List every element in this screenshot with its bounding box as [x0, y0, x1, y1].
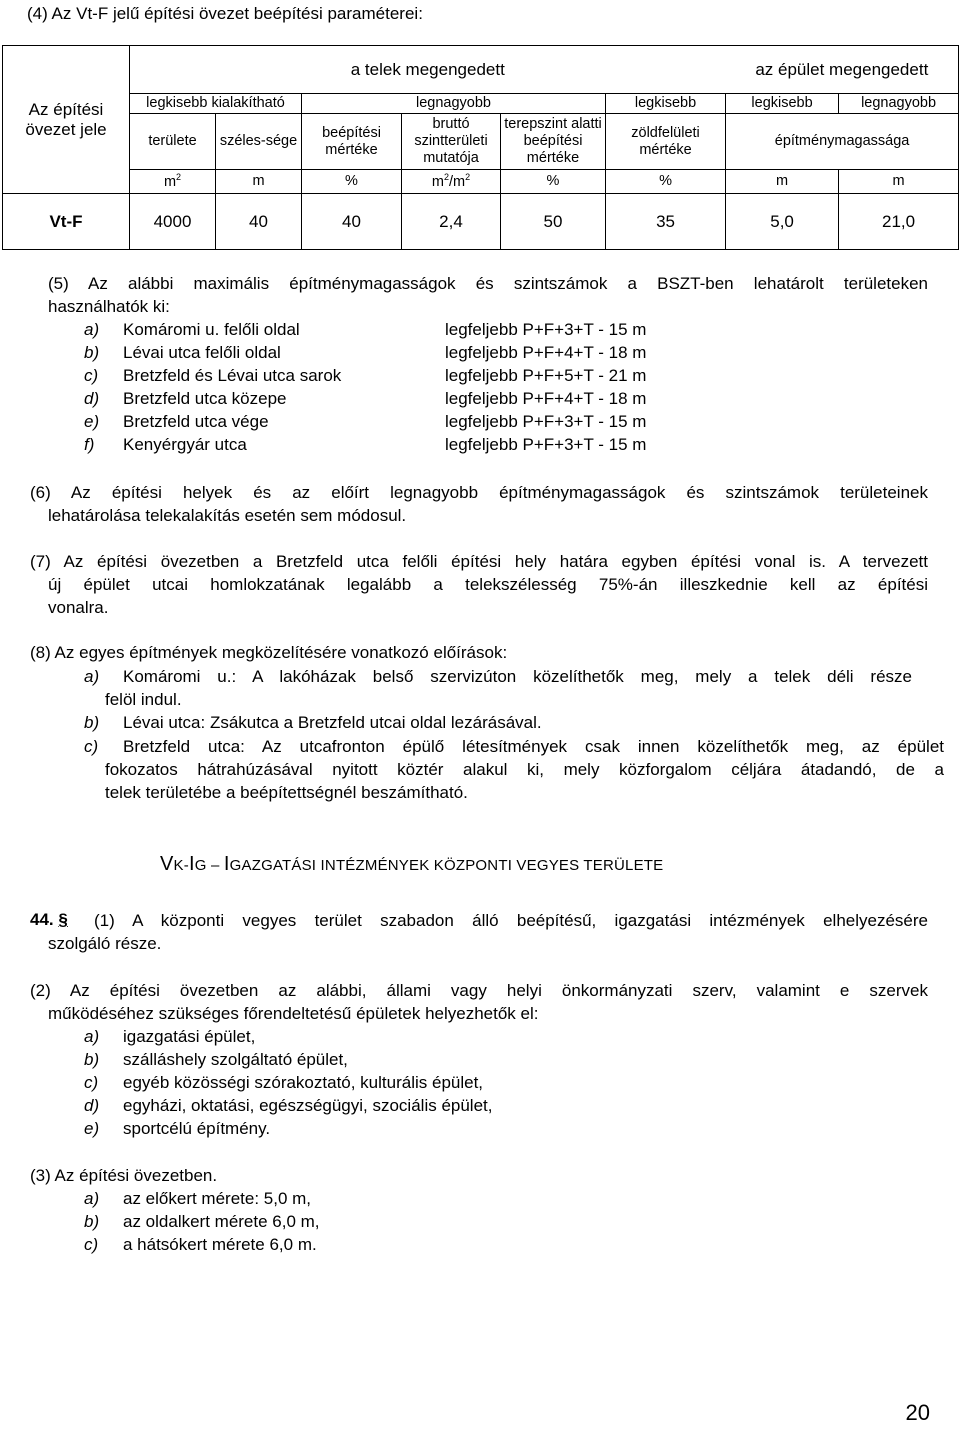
- zone-code-cell: Vt-F: [3, 194, 130, 250]
- p8-c-label: c): [84, 737, 99, 756]
- p8-a-line1: Komáromi u.: A lakóházak belső szervizúton közelíthetők meg, mely a telek déli része: [123, 667, 912, 686]
- value-width: 40: [216, 194, 302, 250]
- item-label: d): [84, 389, 100, 408]
- item-text: egyéb közösségi szórakoztató, kulturális épület,: [123, 1073, 484, 1092]
- col-building-height: építménymagassága: [726, 114, 959, 170]
- value-coverage: 40: [302, 194, 402, 250]
- unit-area: $m^2$: [130, 170, 216, 194]
- item-rule: legfeljebb P+F+3+T - 15 m: [445, 320, 647, 339]
- item-rule: legfeljebb P+F+3+T - 15 m: [445, 435, 647, 454]
- item-label: a): [84, 1189, 100, 1208]
- item-label: f): [84, 435, 95, 454]
- col-width: széles-sége: [216, 114, 302, 170]
- item-text: Bretzfeld utca közepe: [123, 389, 287, 408]
- item-text: a hátsókert mérete 6,0 m.: [123, 1235, 317, 1254]
- value-max-height: 21,0: [839, 194, 959, 250]
- section-sign: §: [58, 910, 68, 929]
- page-number: 20: [905, 1400, 930, 1425]
- item-text: Lévai utca felőli oldal: [123, 343, 281, 362]
- subheader-min-height: legkisebb: [726, 94, 839, 114]
- p2-line1: (2) Az építési övezetben az alábbi, állami vagy helyi önkormányzati szerv, valamint e szervek: [30, 981, 928, 1000]
- p2-line2: működéséhez szükséges főrendeltetésű épületek helyezhetők el:: [48, 1004, 539, 1023]
- p3-intro: (3) Az építési övezetben.: [30, 1166, 218, 1185]
- p6-line2: lehatárolása telekalakítás esetén sem módosul.: [48, 506, 407, 525]
- item-label: b): [84, 1050, 100, 1069]
- p8-b-line1: Lévai utca: Zsákutca a Bretzfeld utcai oldal lezárásával.: [123, 713, 542, 732]
- item-text: szálláshely szolgáltató épület,: [123, 1050, 348, 1069]
- unit-underground: %: [501, 170, 606, 194]
- section-title: VK-IG – IGAZGATÁSI INTÉZMÉNYEK KÖZPONTI VEGYES TERÜLETE: [160, 853, 664, 875]
- value-underground: 50: [501, 194, 606, 250]
- item-text: igazgatási épület,: [123, 1027, 256, 1046]
- zone-header-cell: Az építési övezet jele: [3, 46, 130, 194]
- subheader-min: legkisebb: [606, 94, 726, 114]
- section-4-heading: (4) Az Vt-F jelű építési övezet beépítési paraméterei:: [27, 4, 423, 23]
- p8-c-line2: fokozatos hátrahúzásával nyitott köztér alakul ki, mely közforgalom céljára átadandó, de a: [105, 760, 944, 779]
- p8-a-label: a): [84, 667, 100, 686]
- unit-coverage: %: [302, 170, 402, 194]
- item-text: sportcélú építmény.: [123, 1119, 271, 1138]
- p8-a-line2: felöl indul.: [105, 690, 182, 709]
- parameter-table: [2, 45, 959, 250]
- item-text: Komáromi u. felőli oldal: [123, 320, 300, 339]
- item-rule: legfeljebb P+F+4+T - 18 m: [445, 343, 647, 362]
- plot-group-header: a telek megengedett: [130, 46, 726, 94]
- item-text: egyházi, oktatási, egészségügyi, szociális épület,: [123, 1096, 493, 1115]
- item-text: az oldalkert mérete 6,0 m,: [123, 1212, 320, 1231]
- p8-b-label: b): [84, 713, 100, 732]
- item-rule: legfeljebb P+F+4+T - 18 m: [445, 389, 647, 408]
- p8-c-line1: Bretzfeld utca: Az utcafronton épülő létesítmények csak innen közelíthetők meg, az épület: [123, 737, 944, 756]
- item-label: e): [84, 412, 100, 431]
- item-label: c): [84, 366, 99, 385]
- art44-line2: szolgáló része.: [48, 934, 162, 953]
- col-underground-coverage: terepszint alatti beépítési mértéke: [501, 114, 606, 170]
- item-text: Bretzfeld utca vége: [123, 412, 269, 431]
- item-label: b): [84, 1212, 100, 1231]
- p7-line1: (7) Az építési övezetben a Bretzfeld utca felőli építési hely határa egyben építési vonal is. A tervezett: [30, 552, 928, 571]
- col-gross-floor-ratio: bruttó szintterületi mutatója: [402, 114, 501, 170]
- unit-width: m: [216, 170, 302, 194]
- subheader-max-height: legnagyobb: [839, 94, 959, 114]
- item-label: c): [84, 1073, 99, 1092]
- item-label: c): [84, 1235, 99, 1254]
- p8-c-line3: telek területébe a beépítettségnél beszámítható.: [105, 783, 468, 802]
- unit-gross: $m^2/m^2$: [402, 170, 501, 194]
- item-label: e): [84, 1119, 100, 1138]
- item-rule: legfeljebb P+F+3+T - 15 m: [445, 412, 647, 431]
- p6-line1: (6) Az építési helyek és az előírt legnagyobb építménymagasságok és szintszámok területeinek: [30, 483, 928, 502]
- value-gross: 2,4: [402, 194, 501, 250]
- col-coverage: beépítési mértéke: [302, 114, 402, 170]
- unit-green: %: [606, 170, 726, 194]
- col-area: területe: [130, 114, 216, 170]
- item-text: az előkert mérete: 5,0 m,: [123, 1189, 312, 1208]
- p7-line3: vonalra.: [48, 598, 109, 617]
- p5-line2: használhatók ki:: [48, 297, 170, 316]
- subheader-max: legnagyobb: [302, 94, 606, 114]
- unit-max-height: m: [839, 170, 959, 194]
- p8-intro: (8) Az egyes építmények megközelítésére vonatkozó előírások:: [30, 643, 508, 662]
- col-green-area: zöldfelületi mértéke: [606, 114, 726, 170]
- subheader-min-formable: legkisebb kialakítható: [130, 94, 302, 114]
- item-text: Bretzfeld és Lévai utca sarok: [123, 366, 342, 385]
- item-label: d): [84, 1096, 100, 1115]
- item-text: Kenyérgyár utca: [123, 435, 247, 454]
- value-min-height: 5,0: [726, 194, 839, 250]
- p5-line1: (5) Az alábbi maximális építménymagasságok és szintszámok a BSZT-ben lehatárolt területeken: [48, 274, 928, 293]
- item-rule: legfeljebb P+F+5+T - 21 m: [445, 366, 647, 385]
- item-label: a): [84, 320, 100, 339]
- p7-line2: új épület utcai homlokzatának legalább a telekszélesség 75%-án illeszkednie kell az építési: [48, 575, 928, 594]
- article-number: 44. §: [30, 910, 68, 929]
- item-label: b): [84, 343, 100, 362]
- value-green: 35: [606, 194, 726, 250]
- building-group-header: az épület megengedett: [726, 46, 959, 94]
- value-area: 4000: [130, 194, 216, 250]
- art44-line1: (1) A központi vegyes terület szabadon álló beépítésű, igazgatási intézmények elhelyezésére: [94, 911, 928, 930]
- item-label: a): [84, 1027, 100, 1046]
- unit-min-height: m: [726, 170, 839, 194]
